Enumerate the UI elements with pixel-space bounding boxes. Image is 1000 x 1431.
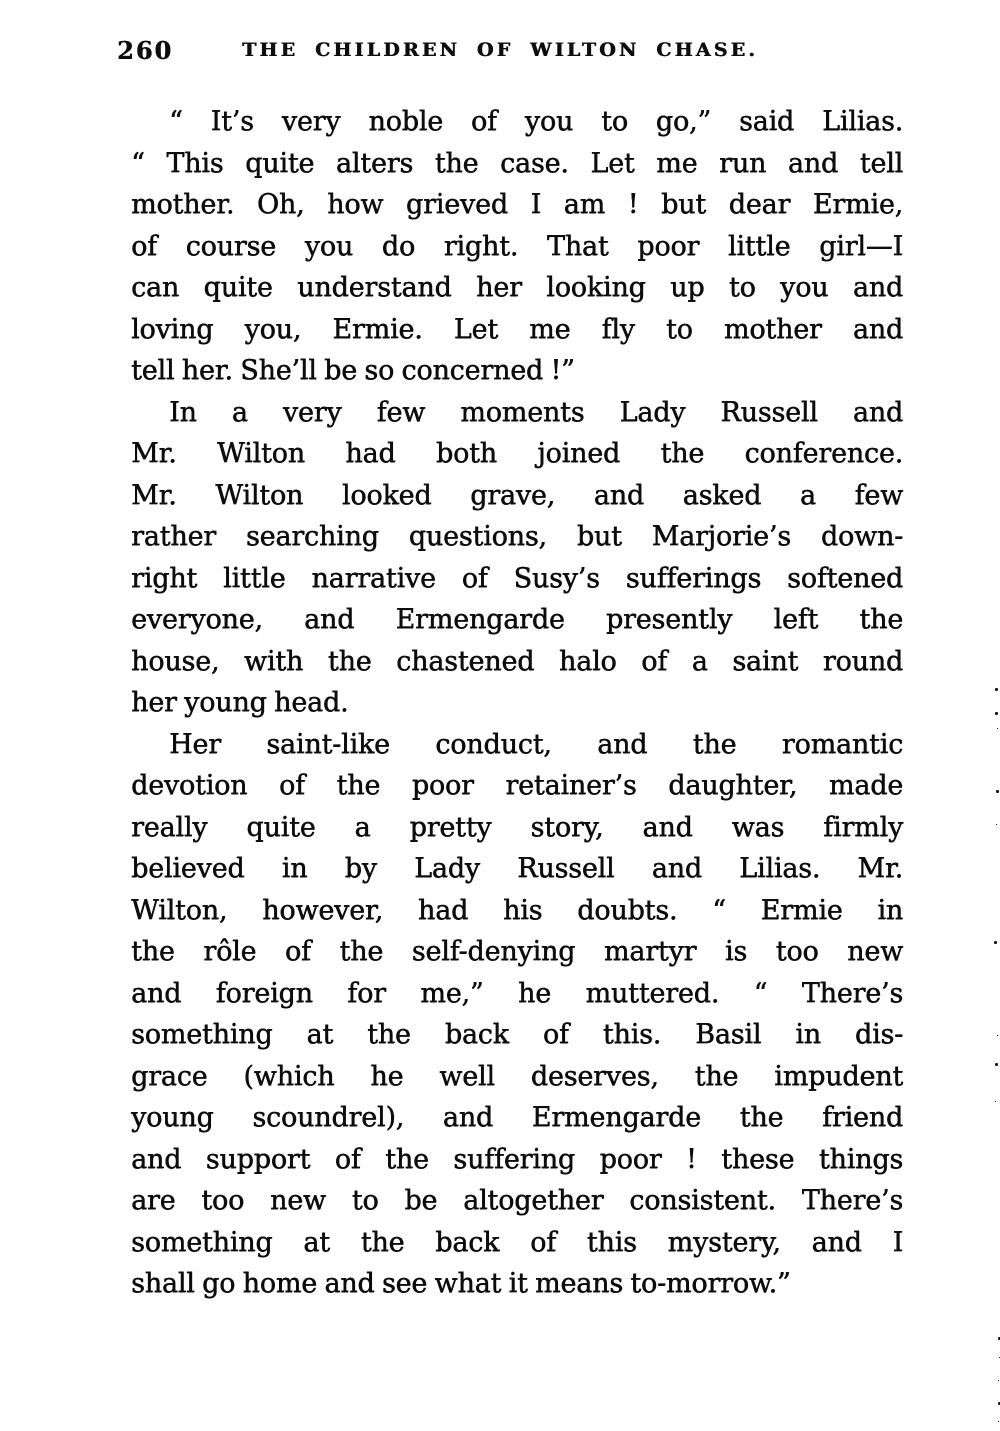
text-line: believed in by Lady Russell and Lilias. Mr. — [131, 853, 903, 884]
text-line: everyone, and Ermengarde presently left the — [131, 604, 903, 635]
text-line: something at the back of this mystery, and I — [131, 1226, 903, 1258]
text-line: something at the back of this. Basil in dis- — [131, 1019, 903, 1050]
text-line: rather searching questions, but Marjorie’s down- — [131, 521, 903, 552]
text-line: mother. Oh, how grieved I am ! but dear Ermie, — [131, 189, 903, 220]
text-line: of course you do right. That poor little girl—I — [131, 230, 903, 262]
text-line: really quite a pretty story, and was firmly — [131, 811, 903, 843]
text-line: grace (which he well deserves, the impudent — [131, 1060, 903, 1092]
page-number: 260 — [117, 36, 174, 65]
scan-noise-speckles — [995, 688, 998, 691]
text-line: the rôle of the self-denying martyr is too new — [131, 936, 903, 967]
text-line: Mr. Wilton looked grave, and asked a few — [131, 479, 903, 511]
text-line: In a very few moments Lady Russell and — [169, 396, 903, 428]
text-line: devotion of the poor retainer’s daughter, made — [131, 770, 903, 801]
text-line: and foreign for me,” he muttered. “ There’s — [131, 977, 903, 1009]
text-line: right little narrative of Susy’s sufferings softened — [131, 562, 903, 594]
running-header-title: THE CHILDREN OF WILTON CHASE. — [241, 39, 759, 61]
text-line: are too new to be altogether consistent. There’s — [131, 1185, 903, 1216]
text-line: tell her. She’ll be so concerned !” — [131, 355, 575, 386]
body-text — [131, 101, 903, 1305]
text-line: young scoundrel), and Ermengarde the friend — [131, 1102, 903, 1133]
text-line: Mr. Wilton had both joined the conference. — [131, 438, 903, 469]
text-line: Wilton, however, had his doubts. “ Ermie in — [131, 894, 903, 926]
text-line: her young head. — [131, 687, 349, 718]
text-line: house, with the chastened halo of a saint round — [131, 645, 903, 677]
text-line: “ It’s very noble of you to go,” said Lilias. — [169, 106, 903, 137]
text-line: “ This quite alters the case. Let me run and tell — [131, 147, 903, 179]
text-line: loving you, Ermie. Let me fly to mother and — [131, 313, 903, 345]
text-line: Her saint-like conduct, and the romantic — [169, 728, 903, 760]
text-line: shall go home and see what it means to-morrow.” — [131, 1268, 791, 1299]
text-line: and support of the suffering poor ! these things — [131, 1143, 903, 1175]
text-line: can quite understand her looking up to you and — [131, 272, 903, 303]
